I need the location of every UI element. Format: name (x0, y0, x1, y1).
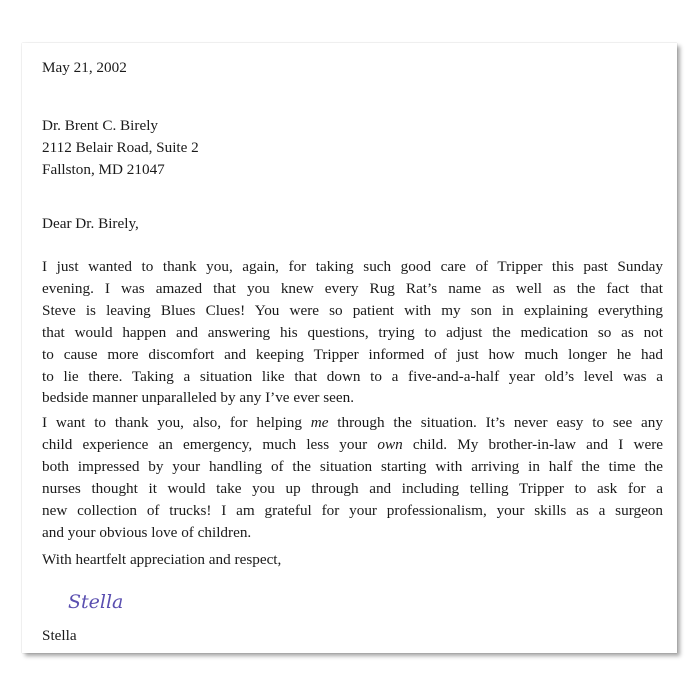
paragraph-line: Steve is leaving Blues Clues! You were so patient with my son in explaining everything (42, 301, 663, 319)
text-run: through the situation. It’s never easy to see any (328, 414, 663, 431)
body-paragraph-2 (42, 412, 663, 543)
address-line: 2112 Belair Road, Suite 2 (42, 138, 199, 156)
paragraph-line (42, 412, 663, 434)
paragraph-line: to cause more discomfort and keeping Tripper informed of just how much longer he had (42, 345, 663, 363)
paragraph-line: I just wanted to thank you, again, for taking such good care of Tripper this past Sunday (42, 258, 663, 275)
emphasis-text: me (310, 414, 329, 431)
address-line: Fallston, MD 21047 (42, 160, 165, 178)
signature-script: Stella (68, 591, 124, 613)
handwritten-signature (66, 586, 146, 616)
letter-page (22, 43, 677, 653)
text-run: child experience an emergency, much less your (42, 435, 378, 453)
paragraph-line: nurses thought it would take you up through and including telling Tripper to ask for a (42, 479, 663, 497)
address-line: Dr. Brent C. Birely (42, 117, 159, 134)
paragraph-line: to lie there. Taking a situation like that down to a five-and-a-half year old’s level was a (42, 367, 663, 385)
paragraph-line: new collection of trucks! I am grateful for your professionalism, your skills as a surgeon (42, 501, 663, 519)
emphasis-text: own (377, 435, 403, 453)
closing-line: With heartfelt appreciation and respect, (42, 551, 282, 568)
paragraph-line: and your obvious love of children. (42, 523, 252, 541)
paragraph-line: bedside manner unparalleled by any I’ve ever seen. (42, 389, 355, 407)
paragraph-line (42, 434, 663, 456)
text-run: child. My brother-in-law and I were (402, 435, 663, 453)
paragraph-line: that would happen and answering his questions, trying to adjust the medication so as not (42, 323, 663, 341)
recipient-address (42, 115, 199, 181)
text-run: I want to thank you, also, for helping (42, 414, 311, 431)
signature-name: Stella (42, 627, 77, 644)
paragraph-line: evening. I was amazed that you knew every Rug Rat’s name as well as the fact that (42, 279, 663, 297)
letter-date: May 21, 2002 (42, 59, 127, 76)
body-paragraph-1 (42, 256, 663, 409)
paragraph-line: both impressed by your handling of the situation starting with arriving in half the time the (42, 457, 663, 475)
salutation: Dear Dr. Birely, (42, 215, 139, 232)
